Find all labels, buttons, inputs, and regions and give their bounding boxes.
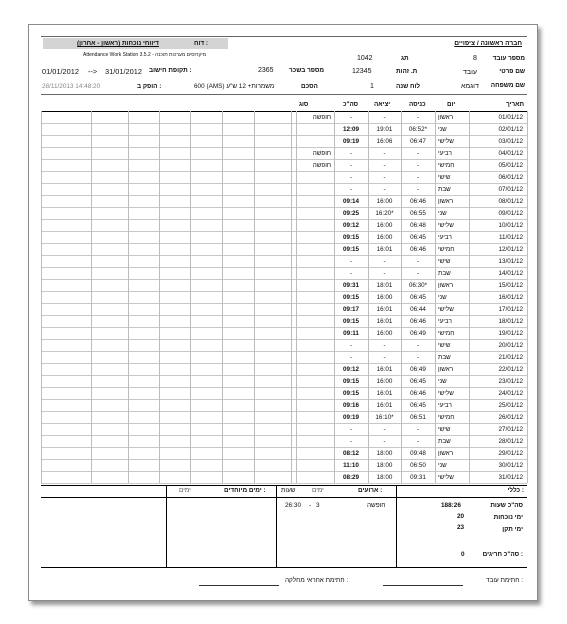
exceptions-value: 0 bbox=[461, 551, 465, 558]
table-cell-out: 16:00 bbox=[376, 198, 393, 205]
table-cell-date: 16/01/12 bbox=[498, 294, 523, 301]
table-cell-in: 06:45 bbox=[410, 294, 426, 301]
table-cell-total: 09:25 bbox=[342, 210, 360, 217]
table-cell-in: 06:45 bbox=[410, 402, 426, 409]
table-cell-date: 24/01/12 bbox=[498, 390, 523, 397]
table-cell-day: שני bbox=[438, 378, 447, 385]
table-cell-date: 22/01/12 bbox=[498, 366, 523, 373]
header-bottom-rule bbox=[41, 94, 527, 95]
total-hours-label: סה"כ שעות bbox=[490, 502, 523, 509]
manager-signature-line bbox=[199, 585, 279, 586]
table-cell-total: 08:29 bbox=[342, 474, 360, 481]
table-cell-out: - bbox=[383, 258, 386, 265]
table-cell-total: 09:15 bbox=[342, 318, 360, 325]
table-cell-date: 02/01/12 bbox=[498, 126, 523, 133]
table-cell-total: - bbox=[349, 438, 353, 445]
table-cell-in: 06:45 bbox=[410, 378, 426, 385]
blank-col-rule bbox=[91, 111, 92, 483]
table-cell-total: 09:12 bbox=[342, 222, 360, 229]
col-header-total: סה"כ bbox=[343, 101, 359, 108]
event-dash: - bbox=[309, 502, 312, 509]
table-cell-day: שישי bbox=[438, 258, 451, 265]
period-arrow: --> bbox=[88, 67, 98, 76]
table-cell-total: - bbox=[349, 150, 353, 157]
table-cell-out: - bbox=[383, 186, 386, 193]
table-cell-total: - bbox=[349, 426, 353, 433]
standard-days-value: 23 bbox=[457, 524, 465, 531]
special-days-label: ימים מיוחדים : bbox=[224, 487, 266, 494]
table-cell-day: שלישי bbox=[438, 306, 454, 313]
table-cell-out: - bbox=[383, 342, 386, 349]
blank-col-rule bbox=[128, 111, 129, 483]
table-cell-day: שלישי bbox=[438, 474, 454, 481]
issue-timestamp: 28/11/2013 14:48:20 bbox=[42, 83, 101, 90]
employee-signature-label: חתימת עובד : bbox=[485, 577, 523, 584]
table-cell-out: 16:01 bbox=[376, 318, 393, 325]
summary-bottom-rule bbox=[41, 567, 527, 568]
table-cell-out: - bbox=[383, 270, 386, 277]
manager-signature-label: חתימת אחראי מחלקה : bbox=[285, 577, 349, 584]
table-cell-date: 30/01/12 bbox=[498, 462, 523, 469]
table-cell-in: 06:45 bbox=[410, 234, 426, 241]
last-name: דוגמא bbox=[461, 83, 479, 90]
table-cell-date: 06/01/12 bbox=[498, 174, 523, 181]
first-name-label: שם פרטי bbox=[499, 68, 525, 75]
table-cell-in: - bbox=[416, 162, 420, 169]
table-cell-in: - bbox=[416, 426, 420, 433]
table-cell-day: רביעי bbox=[438, 150, 452, 157]
table-cell-out: 16:01 bbox=[376, 390, 393, 397]
payroll-label: מספר בשכר bbox=[289, 67, 324, 74]
events-label: ארועים : bbox=[358, 487, 383, 494]
summary-divider-1 bbox=[166, 485, 167, 567]
table-cell-out: - bbox=[383, 174, 386, 181]
summary-top-rule bbox=[41, 485, 527, 486]
table-cell-total: 12:09 bbox=[342, 126, 360, 133]
table-cell-in: 09:48 bbox=[410, 450, 426, 457]
employee-signature-line bbox=[383, 585, 463, 586]
agreement-label: הסכם bbox=[301, 83, 318, 90]
hours-header: שעות bbox=[281, 487, 296, 494]
col-header-day: יום bbox=[447, 101, 456, 108]
days-header: ימים bbox=[312, 487, 324, 494]
exceptions-label: סה"כ חריגים : bbox=[482, 551, 523, 558]
table-cell-total: 09:12 bbox=[342, 366, 360, 373]
table-col-rule bbox=[527, 111, 528, 483]
period-to: 31/01/2012 bbox=[105, 67, 142, 76]
table-cell-day: שני bbox=[438, 210, 447, 217]
table-row-rule bbox=[41, 483, 527, 484]
attendance-report-sheet bbox=[28, 24, 538, 601]
table-cell-date: 15/01/12 bbox=[498, 282, 523, 289]
table-cell-out: - bbox=[383, 162, 386, 169]
table-cell-date: 28/01/12 bbox=[498, 438, 523, 445]
table-cell-date: 18/01/12 bbox=[498, 318, 523, 325]
table-cell-total: - bbox=[349, 354, 353, 361]
table-cell-date: 08/01/12 bbox=[498, 198, 523, 205]
payroll-number: 2365 bbox=[258, 67, 274, 74]
last-name-label: שם משפחה bbox=[490, 82, 525, 89]
report-title-value: דיווחי נוכחות (ראשון - אחרון) bbox=[77, 40, 159, 47]
table-cell-in: 06:47 bbox=[410, 138, 426, 145]
table-cell-type: חופשה bbox=[312, 150, 331, 157]
table-cell-date: 17/01/12 bbox=[498, 306, 523, 313]
table-cell-out: - bbox=[383, 150, 386, 157]
table-cell-out: 16:00 bbox=[376, 222, 393, 229]
table-cell-day: שלישי bbox=[438, 138, 454, 145]
table-cell-out: 16:06 bbox=[376, 138, 393, 145]
table-cell-in: 09:31 bbox=[410, 474, 426, 481]
table-cell-out: 16:01 bbox=[376, 366, 393, 373]
table-cell-day: חמישי bbox=[438, 162, 455, 169]
table-cell-out: 16:00 bbox=[376, 294, 393, 301]
table-cell-total: 09:15 bbox=[342, 378, 360, 385]
table-cell-in: 06:30* bbox=[408, 282, 428, 289]
table-cell-out: 16:01 bbox=[376, 306, 393, 313]
id-label: ת. זהות bbox=[396, 68, 418, 75]
table-cell-total: 09:31 bbox=[342, 282, 360, 289]
table-cell-in: - bbox=[416, 174, 420, 181]
table-cell-total: - bbox=[349, 162, 353, 169]
table-cell-day: שני bbox=[438, 462, 447, 469]
blank-col-rule bbox=[254, 111, 255, 483]
table-cell-out: 16:00 bbox=[376, 234, 393, 241]
software-line: Attendance Work Station 3.5.2 - מיקרוסים מערכות תוכנה bbox=[83, 52, 207, 58]
table-cell-day: שלישי bbox=[438, 222, 454, 229]
table-cell-date: 11/01/12 bbox=[498, 234, 523, 241]
event-hours: 26:30 bbox=[285, 502, 301, 509]
blank-col-rule bbox=[222, 111, 223, 483]
table-cell-date: 14/01/12 bbox=[498, 270, 523, 277]
first-name: עובד bbox=[463, 69, 477, 76]
table-cell-out: 18:01 bbox=[376, 282, 393, 289]
table-cell-date: 25/01/12 bbox=[498, 402, 523, 409]
table-cell-in: - bbox=[416, 114, 420, 121]
table-cell-out: 18:00 bbox=[376, 450, 393, 457]
period-label: תקופת חישוב : bbox=[149, 67, 192, 74]
table-cell-in: 06:46 bbox=[410, 390, 426, 397]
table-cell-in: - bbox=[416, 438, 420, 445]
table-cell-in: 06:51 bbox=[410, 414, 426, 421]
table-cell-total: - bbox=[349, 342, 353, 349]
table-cell-in: - bbox=[416, 150, 420, 157]
table-cell-total: 09:17 bbox=[342, 306, 360, 313]
table-cell-total: 08:12 bbox=[342, 450, 360, 457]
table-cell-day: חמישי bbox=[438, 330, 455, 337]
table-cell-day: שלישי bbox=[438, 390, 454, 397]
table-cell-date: 03/01/12 bbox=[498, 138, 523, 145]
company-name: חברה ראשונה / ציפויים bbox=[454, 40, 522, 47]
tag-number: 1042 bbox=[357, 55, 373, 62]
table-cell-in: 06:49 bbox=[410, 366, 426, 373]
table-cell-date: 10/01/12 bbox=[498, 222, 523, 229]
table-cell-out: 16:20* bbox=[375, 210, 394, 217]
table-cell-total: - bbox=[349, 174, 353, 181]
summary-header-rule bbox=[41, 497, 527, 498]
col-header-type: סוג bbox=[299, 101, 309, 108]
special-days-unit: ימים bbox=[179, 487, 191, 494]
table-cell-day: חמישי bbox=[438, 246, 455, 253]
table-cell-total: 11:10 bbox=[343, 462, 359, 469]
employee-number-label: מספר עובד bbox=[492, 55, 525, 62]
id-number: 12345 bbox=[352, 68, 372, 75]
table-cell-total: 09:15 bbox=[342, 246, 360, 253]
table-cell-day: שבת bbox=[438, 354, 451, 361]
table-cell-out: 16:01 bbox=[376, 246, 393, 253]
report-title-label: דוח : bbox=[194, 40, 209, 47]
table-cell-total: 09:15 bbox=[342, 294, 360, 301]
col-header-out: יציאה bbox=[374, 101, 391, 108]
table-cell-day: שישי bbox=[438, 342, 451, 349]
table-cell-date: 05/01/12 bbox=[498, 162, 523, 169]
table-cell-date: 12/01/12 bbox=[498, 246, 523, 253]
table-cell-day: שישי bbox=[438, 426, 451, 433]
table-cell-in: 06:50 bbox=[410, 462, 426, 469]
table-cell-day: שני bbox=[438, 294, 447, 301]
table-cell-total: 09:11 bbox=[343, 330, 359, 337]
table-cell-in: 06:46 bbox=[410, 198, 426, 205]
table-cell-date: 31/01/12 bbox=[498, 474, 523, 481]
table-cell-total: 09:14 bbox=[342, 198, 360, 205]
table-cell-in: - bbox=[416, 258, 420, 265]
general-label: כללי : bbox=[507, 487, 524, 494]
year-board-label: לוח שנה bbox=[396, 83, 421, 90]
table-cell-date: 07/01/12 bbox=[498, 186, 523, 193]
table-cell-total: - bbox=[349, 258, 353, 265]
table-cell-total: 09:16 bbox=[342, 402, 360, 409]
event-days: 3 bbox=[316, 502, 320, 509]
table-cell-total: 09:19 bbox=[342, 414, 360, 421]
issue-label: הופק ב : bbox=[137, 83, 162, 90]
table-cell-type: חופשה bbox=[312, 114, 331, 121]
blank-col-rule bbox=[190, 111, 191, 483]
table-cell-out: 16:00 bbox=[376, 330, 393, 337]
table-cell-date: 27/01/12 bbox=[498, 426, 523, 433]
table-cell-day: שישי bbox=[438, 174, 451, 181]
table-cell-in: 06:52* bbox=[408, 126, 428, 133]
table-cell-date: 26/01/12 bbox=[498, 414, 523, 421]
table-cell-in: 06:44 bbox=[410, 306, 426, 313]
table-cell-in: 06:49 bbox=[410, 330, 426, 337]
agreement-value: 600 (AMS) משמרות+ 12 ש"ע bbox=[194, 83, 275, 90]
table-cell-day: ראשון bbox=[438, 198, 454, 205]
table-cell-out: - bbox=[383, 426, 386, 433]
table-cell-day: שני bbox=[438, 126, 447, 133]
table-cell-in: - bbox=[416, 342, 420, 349]
table-cell-day: רביעי bbox=[438, 402, 452, 409]
blank-col-rule bbox=[291, 111, 292, 483]
summary-divider-3 bbox=[396, 485, 397, 567]
table-cell-in: 06:48 bbox=[410, 222, 426, 229]
table-cell-total: 09:15 bbox=[342, 390, 360, 397]
table-cell-out: 18:00 bbox=[376, 462, 393, 469]
table-cell-date: 20/01/12 bbox=[498, 342, 523, 349]
table-cell-day: שבת bbox=[438, 270, 451, 277]
tag-label: תג bbox=[401, 55, 409, 62]
table-cell-day: ראשון bbox=[438, 450, 454, 457]
blank-col-rule bbox=[41, 111, 42, 483]
table-cell-in: - bbox=[416, 186, 420, 193]
table-cell-day: ראשון bbox=[438, 282, 454, 289]
table-cell-day: שבת bbox=[438, 438, 451, 445]
attendance-days-label: ימי נוכחות bbox=[493, 514, 523, 521]
table-cell-out: - bbox=[383, 114, 386, 121]
attendance-days-value: 20 bbox=[457, 513, 465, 520]
table-cell-total: - bbox=[349, 186, 353, 193]
table-cell-in: 06:46 bbox=[410, 318, 426, 325]
table-cell-date: 23/01/12 bbox=[498, 378, 523, 385]
table-cell-day: ראשון bbox=[438, 114, 454, 121]
table-cell-in: - bbox=[416, 270, 420, 277]
table-cell-date: 01/01/12 bbox=[498, 114, 523, 121]
col-header-in: כניסה bbox=[409, 101, 426, 108]
table-cell-date: 04/01/12 bbox=[498, 150, 523, 157]
table-cell-in: - bbox=[416, 354, 420, 361]
employee-number: 8 bbox=[473, 55, 477, 62]
table-cell-day: שבת bbox=[438, 186, 451, 193]
table-cell-type: חופשה bbox=[312, 162, 331, 169]
col-header-date: תאריך bbox=[506, 101, 524, 108]
table-cell-total: 09:15 bbox=[342, 234, 360, 241]
table-cell-day: ראשון bbox=[438, 366, 454, 373]
table-cell-in: 06:46 bbox=[410, 246, 426, 253]
table-cell-day: רביעי bbox=[438, 318, 452, 325]
table-cell-date: 29/01/12 bbox=[498, 450, 523, 457]
standard-days-label: ימי תקן bbox=[502, 526, 523, 533]
table-cell-out: 16:00 bbox=[376, 378, 393, 385]
table-cell-out: 16:10* bbox=[375, 414, 394, 421]
table-cell-date: 21/01/12 bbox=[498, 354, 523, 361]
table-cell-out: - bbox=[383, 354, 386, 361]
summary-divider-2 bbox=[276, 485, 277, 567]
header-top-rule bbox=[41, 36, 527, 37]
table-cell-out: 19:01 bbox=[376, 126, 393, 133]
table-cell-out: 16:01 bbox=[376, 402, 393, 409]
table-cell-date: 09/01/12 bbox=[498, 210, 523, 217]
table-cell-total: 09:19 bbox=[342, 138, 360, 145]
table-cell-day: חמישי bbox=[438, 414, 455, 421]
table-cell-total: - bbox=[349, 270, 353, 277]
table-cell-day: רביעי bbox=[438, 234, 452, 241]
year-board-value: 1 bbox=[370, 83, 374, 90]
table-cell-out: 18:00 bbox=[376, 474, 393, 481]
blank-col-rule bbox=[159, 111, 160, 483]
table-cell-in: 06:55 bbox=[410, 210, 426, 217]
event-name: חופשה bbox=[367, 502, 386, 509]
total-hours-value: 188:26 bbox=[441, 502, 461, 509]
period-from: 01/01/2012 bbox=[42, 67, 79, 76]
table-cell-date: 13/01/12 bbox=[498, 258, 523, 265]
table-cell-date: 19/01/12 bbox=[498, 330, 523, 337]
table-cell-out: - bbox=[383, 438, 386, 445]
table-cell-total: - bbox=[349, 114, 353, 121]
